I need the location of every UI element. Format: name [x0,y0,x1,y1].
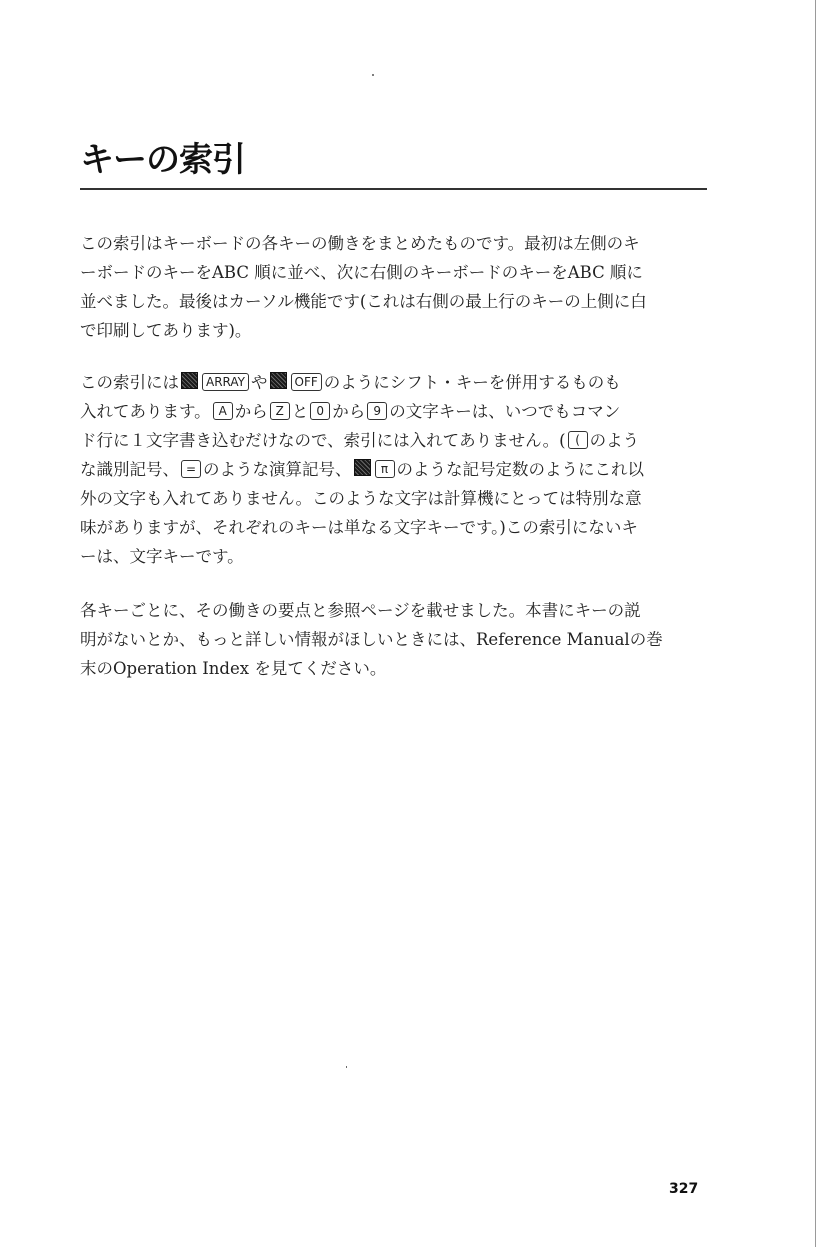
key-cap-paren: ( [568,431,588,449]
text-line: 各キーごとに、その働きの要点と参照ページを載せました。本書にキーの説 [80,601,641,620]
text-line: ーは、文字キーです。 [80,547,244,566]
text-segment: や [251,373,268,392]
paragraph-shift-keys [80,368,710,571]
text-line [80,368,710,397]
text-segment: のような演算記号、 [203,460,352,479]
key-cap-9: 9 [367,402,387,420]
text-segment: この索引には [80,373,179,392]
text-line: で印刷してあります)。 [80,321,252,340]
text-segment: と [291,402,309,421]
key-cap-a: A [213,402,233,420]
title-underline [80,188,707,190]
shift-key-icon [354,459,371,476]
text-line: 明がないとか、もっと詳しい情報がほしいときには、Reference Manualの巻 [80,630,663,649]
scan-speck [346,1066,347,1068]
page-title: キーの索引 [80,140,245,180]
text-segment: ド行に１文字書き込むだけなので、索引には入れてありません。( [80,431,566,450]
page-number: 327 [669,1181,699,1197]
key-cap-array: ARRAY [202,373,249,391]
page-edge-line [815,0,816,1247]
text-segment: のような記号定数のようにこれ以 [396,460,644,479]
text-line: この索引はキーボードの各キーの働きをまとめたものです。最初は左側のキ [80,234,640,253]
text-line [80,426,710,455]
text-segment: 入れてあります。 [80,402,211,421]
paragraph-intro [80,229,710,345]
text-line: 外の文字も入れてありません。このような文字は計算機にとっては特別な意 [80,489,642,508]
text-line: ーボードのキーをABC 順に並べ、次に右側のキーボードのキーをABC 順に [80,263,643,282]
text-line: 並べました。最後はカーソル機能です(これは右側の最上行のキーの上側に白 [80,292,647,311]
text-segment: の文字キーは、いつでもコマン [389,402,621,421]
key-cap-off: OFF [291,373,322,391]
shift-key-icon [270,372,287,389]
key-cap-z: Z [270,402,290,420]
text-segment: から [234,402,268,421]
key-cap-pi: π [375,460,395,478]
key-cap-equals: = [181,460,201,478]
scan-speck [372,74,374,76]
text-segment: な識別記号、 [80,460,179,479]
text-segment: から [332,402,366,421]
text-segment: のよう [589,431,640,450]
text-line: 味がありますが、それぞれのキーは単なる文字キーです。)この索引にないキ [80,518,638,537]
text-line [80,397,710,426]
shift-key-icon [181,372,198,389]
key-cap-0: 0 [310,402,330,420]
text-line: 末のOperation Index を見てください。 [80,659,387,678]
text-segment: のようにシフト・キーを併用するものも [323,373,621,392]
text-line [80,455,710,484]
paragraph-reference [80,596,710,683]
